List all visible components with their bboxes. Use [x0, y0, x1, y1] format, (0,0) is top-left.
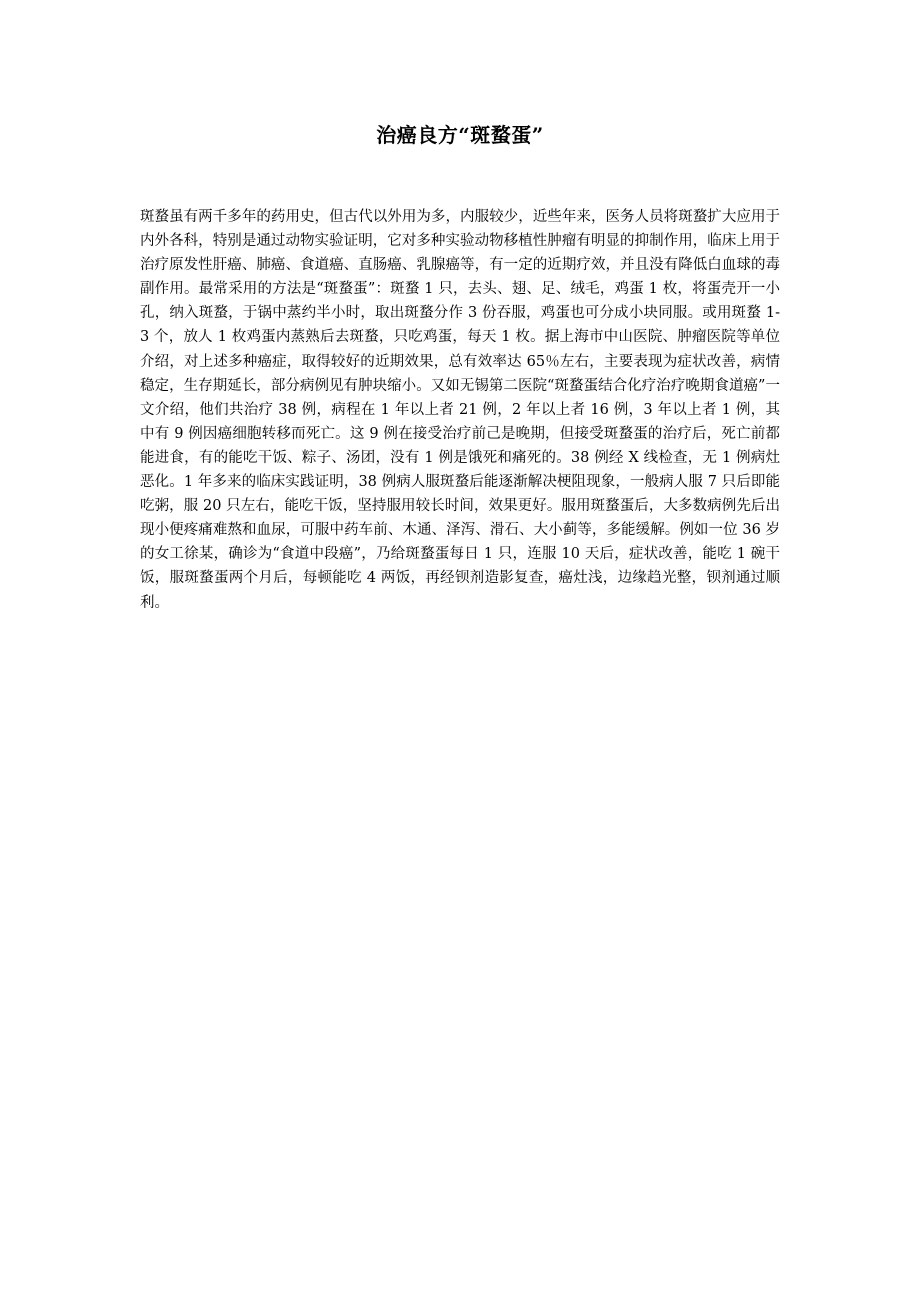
document-title: 治癌良方“斑蝥蛋”	[376, 123, 544, 147]
document-paragraph: 斑蝥虽有两千多年的药用史，但古代以外用为多，内服较少，近些年来，医务人员将斑蝥扩大应用于内外各科，特别是通过动物实验证明，它对多种实验动物移植性肿瘤有明显的抑制作用，临床上用于治疗原发性肝癌、肺癌、食道癌、直肠癌、乳腺癌等，有一定的近期疗效，并且没有降低白血球的毒副作用。最常采用的方法是“斑蝥蛋”：斑蝥 1 只，去头、翅、足、绒毛，鸡蛋 1 枚，将蛋壳开一小孔，纳入斑蝥，于锅中蒸约半小时，取出斑蝥分作 3 份吞服，鸡蛋也可分成小块同服。或用斑蝥 1-3 个，放人 1 枚鸡蛋内蒸熟后去斑蝥，只吃鸡蛋，每天 1 枚。据上海市中山医院、肿瘤医院等单位介绍，对上述多种癌症，取得较好的近期效果，总有效率达 65％左右，主要表现为症状改善，病情稳定，生存期延长，部分病例见有肿块缩小。又如无锡第二医院“斑蝥蛋结合化疗治疗晚期食道癌”一文介绍，他们共治疗 38 例，病程在 1 年以上者 21 例，2 年以上者 16 例，3 年以上者 1 例，其中有 9 例因癌细胞转移而死亡。这 9 例在接受治疗前己是晚期，但接受斑蝥蛋的治疗后，死亡前都能进食，有的能吃干饭、粽子、汤团，没有 1 例是饿死和痛死的。38 例经 X 线检查，无 1 例病灶恶化。1 年多来的临床实践证明，38 例病人服斑蝥后能逐渐解决梗阻现象，一般病人服 7 只后即能吃粥，服 20 只左右，能吃干饭，坚持服用较长时间，效果更好。服用斑蝥蛋后，大多数病例先后出现小便疼痛难熬和血尿，可服中药车前、木通、泽泻、滑石、大小蓟等，多能缓解。例如一位 36 岁的女工徐某，确诊为“食道中段癌”，乃给斑蝥蛋每日 1 只，连服 10 天后，症状改善，能吃 1 碗干饭，服斑蝥蛋两个月后，每顿能吃 4 两饭，再经钡剂造影复查，癌灶浅，边缘趋光整，钡剂通过顺利。	[140, 209, 780, 611]
